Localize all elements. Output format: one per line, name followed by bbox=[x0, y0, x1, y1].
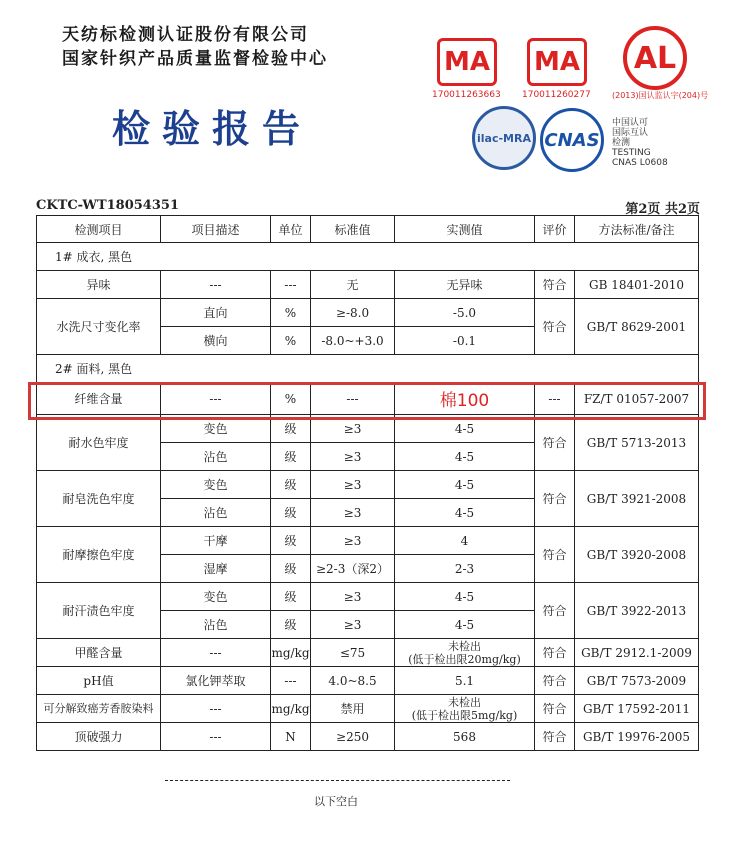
cma-logo-2: MA bbox=[527, 38, 587, 86]
table-row: 沾色 级 ≥3 4-5 bbox=[37, 443, 699, 471]
report-number: CKTC-WT18054351 bbox=[36, 198, 179, 213]
cnas-logo: CNAS bbox=[540, 108, 604, 172]
cal-logo: AL bbox=[623, 26, 687, 90]
highlight-box bbox=[28, 382, 706, 420]
col-header: 标准值 bbox=[311, 216, 395, 243]
end-of-report-text: 以下空白 bbox=[314, 795, 358, 808]
col-header: 实测值 bbox=[395, 216, 535, 243]
table-row-fiber: 纤维含量 --- % --- 棉100 --- FZ/T 01057-2007 bbox=[37, 383, 699, 415]
results-table bbox=[36, 215, 699, 751]
cal-text: (2013)国认监认字(204)号 bbox=[612, 91, 709, 100]
col-header: 检测项目 bbox=[37, 216, 161, 243]
table-row: 耐水色牢度 变色 级 ≥3 4-5 符合 GB/T 5713-2013 bbox=[37, 415, 699, 443]
table-row: 可分解致癌芳香胺染料 --- mg/kg 禁用 未检出 (低于检出限5mg/kg) 符合 GB/T 17592-2011 bbox=[37, 695, 699, 723]
cma-number-1: 170011263663 bbox=[432, 90, 501, 100]
org-name: 天纺标检测认证股份有限公司 bbox=[62, 25, 309, 45]
table-row: 顶破强力 --- N ≥250 568 符合 GB/T 19976-2005 bbox=[37, 723, 699, 751]
col-header: 方法标准/备注 bbox=[575, 216, 699, 243]
report-title: 检验报告 bbox=[112, 107, 313, 151]
table-row: 耐汗渍色牢度 变色 级 ≥3 4-5 符合 GB/T 3922-2013 bbox=[37, 583, 699, 611]
fiber-result: 棉100 bbox=[395, 383, 535, 415]
col-header: 评价 bbox=[535, 216, 575, 243]
col-header: 单位 bbox=[271, 216, 311, 243]
table-row: 沾色 级 ≥3 4-5 bbox=[37, 499, 699, 527]
table-row: 甲醛含量 --- mg/kg ≤75 未检出 (低于检出限20mg/kg) 符合 GB/T 2912.1-2009 bbox=[37, 639, 699, 667]
table-row: 耐摩擦色牢度 干摩 级 ≥3 4 符合 GB/T 3920-2008 bbox=[37, 527, 699, 555]
cnas-text: 中国认可 国际互认 检测 TESTING CNAS L0608 bbox=[612, 118, 668, 168]
page-indicator: 第2页 共2页 bbox=[625, 202, 700, 217]
table-row: pH值 氯化钾萃取 --- 4.0~8.5 5.1 符合 GB/T 7573-2009 bbox=[37, 667, 699, 695]
cma-number-2: 170011260277 bbox=[522, 90, 591, 100]
col-header: 项目描述 bbox=[161, 216, 271, 243]
cma-logo-1: MA bbox=[437, 38, 497, 86]
ilac-mra-logo: ilac-MRA bbox=[472, 106, 536, 170]
table-row: 沾色 级 ≥3 4-5 bbox=[37, 611, 699, 639]
table-row: 横向 % -8.0~+3.0 -0.1 bbox=[37, 327, 699, 355]
section-row: 2# 面料, 黑色 bbox=[37, 355, 699, 383]
table-row: 耐皂洗色牢度 变色 级 ≥3 4-5 符合 GB/T 3921-2008 bbox=[37, 471, 699, 499]
table-row: 湿摩 级 ≥2-3（深2） 2-3 bbox=[37, 555, 699, 583]
table-header-row bbox=[37, 216, 699, 243]
end-divider bbox=[165, 780, 510, 781]
table-row: 异味 --- --- 无 无异味 符合 GB 18401-2010 bbox=[37, 271, 699, 299]
table-row: 水洗尺寸变化率 直向 % ≥-8.0 -5.0 符合 GB/T 8629-2001 bbox=[37, 299, 699, 327]
org-subname: 国家针织产品质量监督检验中心 bbox=[62, 49, 328, 69]
section-row: 1# 成衣, 黑色 bbox=[37, 243, 699, 271]
